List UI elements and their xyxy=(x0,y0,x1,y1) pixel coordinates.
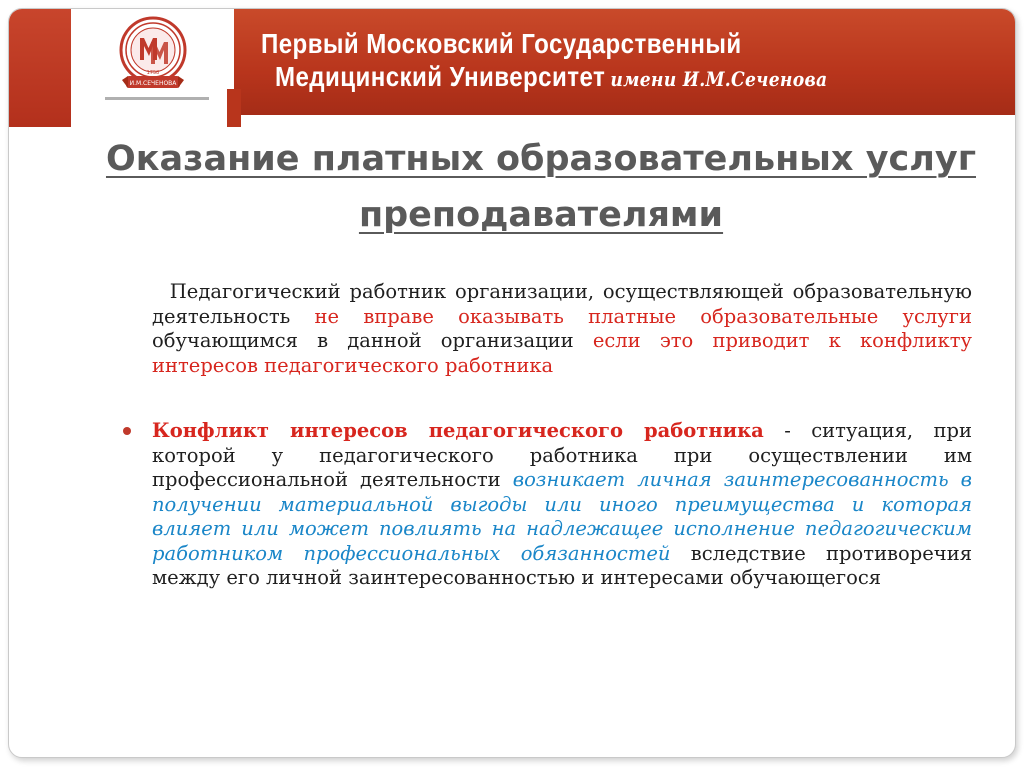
paragraph1-prohibition: не вправе оказывать платные образовательные услуги xyxy=(314,304,972,328)
university-logo xyxy=(97,9,209,101)
paragraph1-condition: если это приводит к конфликту интересов педагогического работника xyxy=(152,329,972,377)
university-seal-icon xyxy=(118,16,188,94)
logo-ring-text: И.М.СЕЧЕНОВА xyxy=(129,80,177,87)
paragraph-restriction xyxy=(152,280,972,378)
definition-text-end: вследствие противоречия между его личной заинтересованностью и интересами обучающегося xyxy=(152,541,972,589)
definition-term: Конфликт интересов педагогического работника xyxy=(152,419,764,442)
university-subtitle: имени И.М.Сеченова xyxy=(610,67,828,91)
banner-notch xyxy=(227,89,241,127)
logo-divider xyxy=(105,97,209,100)
slide-title-text: Оказание платных образовательных услуг преподавателями xyxy=(105,139,976,235)
paragraph-definition xyxy=(152,419,972,591)
university-name-line2 xyxy=(275,61,827,93)
header-red-tab xyxy=(9,9,71,127)
paragraph1-text-cont: обучающимся в данной организации xyxy=(152,329,593,352)
slide-frame xyxy=(8,8,1016,758)
definition-emphasis: возникает личная заинтересованность в получении материальной выгоды или иного преимущества и которая влияет или может повлиять на надлежащее исполнение педагогическим работником профессиональных обязанностей xyxy=(152,468,972,565)
bullet-icon xyxy=(123,427,131,435)
definition-text: - ситуация, при которой у педагогического работника при осуществлении им профессиональной деятельности xyxy=(152,419,972,491)
university-name-line1: Первый Московский Государственный xyxy=(261,28,742,59)
logo-year: 1758 xyxy=(146,70,160,76)
slide-title xyxy=(69,131,1013,243)
university-name-line2-text: Медицинский Университет xyxy=(275,61,606,92)
paragraph1-text: Педагогический работник организации, осуществляющей образовательную деятельность xyxy=(152,280,972,328)
